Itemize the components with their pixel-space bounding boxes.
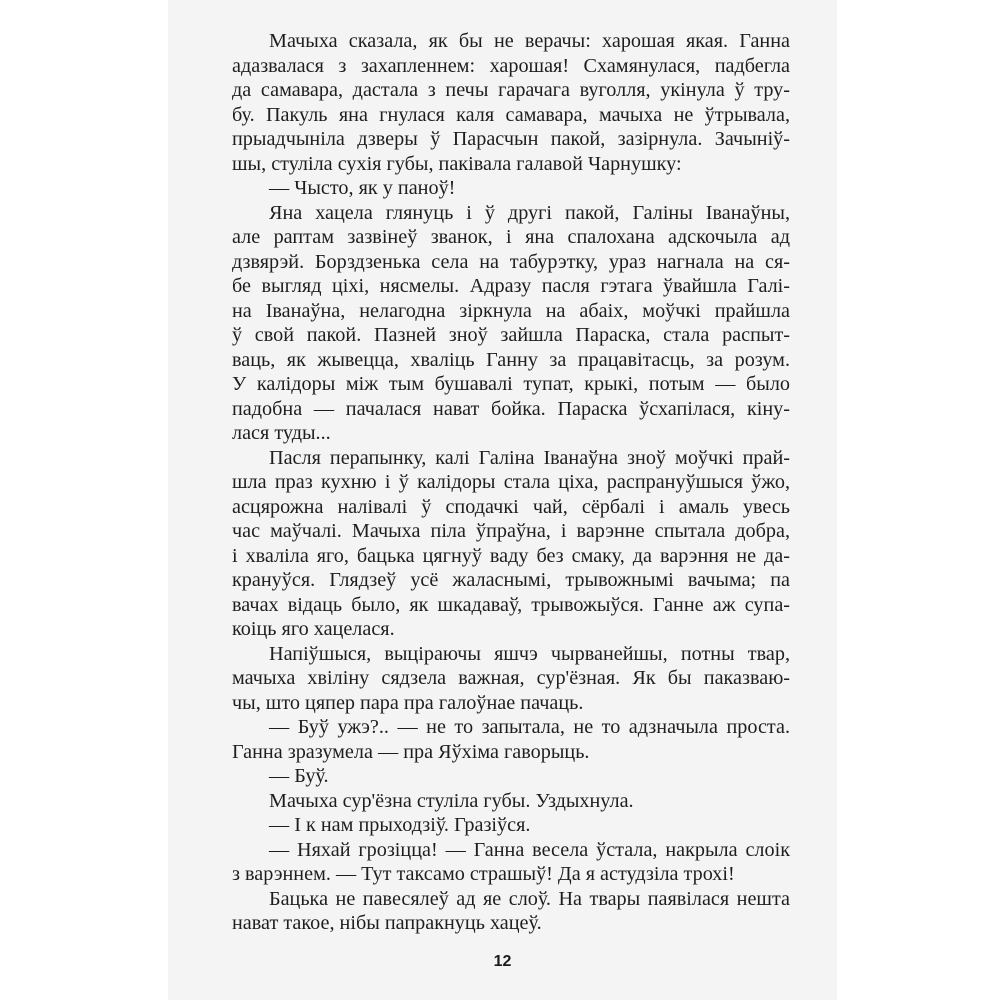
text-line: бу. Пакуль яна гнулася каля самавара, мачыха не ўтрывала, — [232, 103, 790, 126]
text-line: нават такое, нібы папракнуць хацеў. — [232, 912, 542, 934]
text-line: — Буў. — [269, 765, 329, 787]
paragraph-dialogue — [232, 176, 790, 201]
text-line: — Буў ужэ?.. — не то запытала, не то адзначыла проста. — [269, 716, 790, 738]
paragraph-dialogue — [232, 813, 790, 838]
paragraph — [232, 789, 790, 814]
paragraph-dialogue — [232, 838, 790, 887]
text-line: асцярожна налівалі ў сподачкі чай, сёрбалі і амаль увесь — [232, 495, 790, 518]
text-line: прыадчыніла дзверы ў Парасчын пакой, зазірнула. Зачыніў- — [232, 128, 790, 150]
text-line: вачах відаць было, як шкадаваў, трывожыўся. Ганне аж супа- — [232, 593, 790, 616]
text-line: і хваліла яго, бацька цягнуў ваду без смаку, да варэння не да- — [232, 544, 790, 567]
text-line: шла праз кухню і ў калідоры стала ціха, распрануўшыся ўжо, — [232, 471, 790, 493]
text-line: — Чысто, як у паноў! — [269, 177, 456, 199]
text-line: — Няхай грозіцца! — Ганна весела ўстала, накрыла слоік — [269, 838, 790, 861]
text-line: ў свой пакой. Пазней зноў зайшла Параска, стала распыт- — [232, 324, 790, 346]
page-number: 12 — [493, 953, 512, 970]
paragraph-dialogue — [232, 764, 790, 789]
text-line: бе выгляд ціхі, нясмелы. Адразу пасля гэтага ўвайшла Галі- — [232, 275, 790, 297]
text-line: Яна хацела глянуць і ў другі пакой, Галіны Іванаўны, — [269, 201, 790, 224]
text-line: чы, што цяпер пара пра галоўнае пачаць. — [232, 691, 584, 714]
paragraph — [232, 201, 790, 446]
text-line: ваць, як жывецца, хваліць Ганну за працавітасць, за розум. — [232, 348, 790, 371]
paragraph — [232, 446, 790, 642]
paragraph-dialogue — [232, 715, 790, 764]
paragraph — [232, 887, 790, 936]
text-line: лася туды... — [232, 422, 331, 444]
text-line: Мачыха сказала, як бы не верачы: харошая якая. Ганна — [269, 30, 790, 52]
text-line: адазвалася з захапленнем: харошая! Схамянулася, падбегла — [232, 54, 790, 77]
text-line: мачыха хвіліну сядзела важная, сур'ёзная. Як бы паказваю- — [232, 667, 790, 689]
text-line: Ганна зразумела — пра Яўхіма гаворыць. — [232, 740, 590, 763]
text-line: на Іванаўна, нелагодна зіркнула на абаіх, моўчкі прайшла — [232, 299, 790, 322]
text-line: У калідоры між тым бушавалі тупат, крыкі, потым — было — [232, 373, 790, 395]
text-line: Мачыха сур'ёзна стуліла губы. Уздыхнула. — [269, 789, 634, 812]
text-line: час маўчалі. Мачыха піла ўпраўна, і варэнне спытала добра, — [232, 520, 790, 542]
text-line: дзвярэй. Борздзенька села на табурэтку, ураз нагнала на ся- — [232, 250, 790, 273]
text-line: да самавара, дастала з печы гарачага вуголля, укінула ў тру- — [232, 79, 790, 101]
text-line: коіць яго хацелася. — [232, 618, 395, 640]
text-line: Напіўшыся, выціраючы яшчэ чырванейшы, потны твар, — [269, 642, 790, 665]
paragraph — [232, 642, 790, 716]
paragraph — [232, 29, 790, 176]
book-page — [168, 0, 837, 1000]
text-line: з варэннем. — Тут таксамо страшыў! Да я астудзіла трохі! — [232, 863, 735, 885]
text-line: шы, стуліла сухія губы, паківала галавой Чарнушку: — [232, 152, 682, 175]
text-line: але раптам зазвінеў званок, і яна спалохана адскочыла ад — [232, 226, 790, 248]
text-line: Бацька не павесялеў ад яе слоў. На твары паявілася нешта — [269, 887, 790, 910]
text-line: крануўся. Глядзеў усё жаласнымі, трывожнымі вачыма; па — [232, 569, 790, 591]
text-line: — І к нам прыходзіў. Гразіўся. — [269, 814, 531, 836]
page-body-text — [232, 29, 790, 936]
text-line: Пасля перапынку, калі Галіна Іванаўна зноў моўчкі прай- — [269, 446, 790, 469]
text-line: падобна — пачалася нават бойка. Параска ўсхапілася, кіну- — [232, 397, 790, 420]
